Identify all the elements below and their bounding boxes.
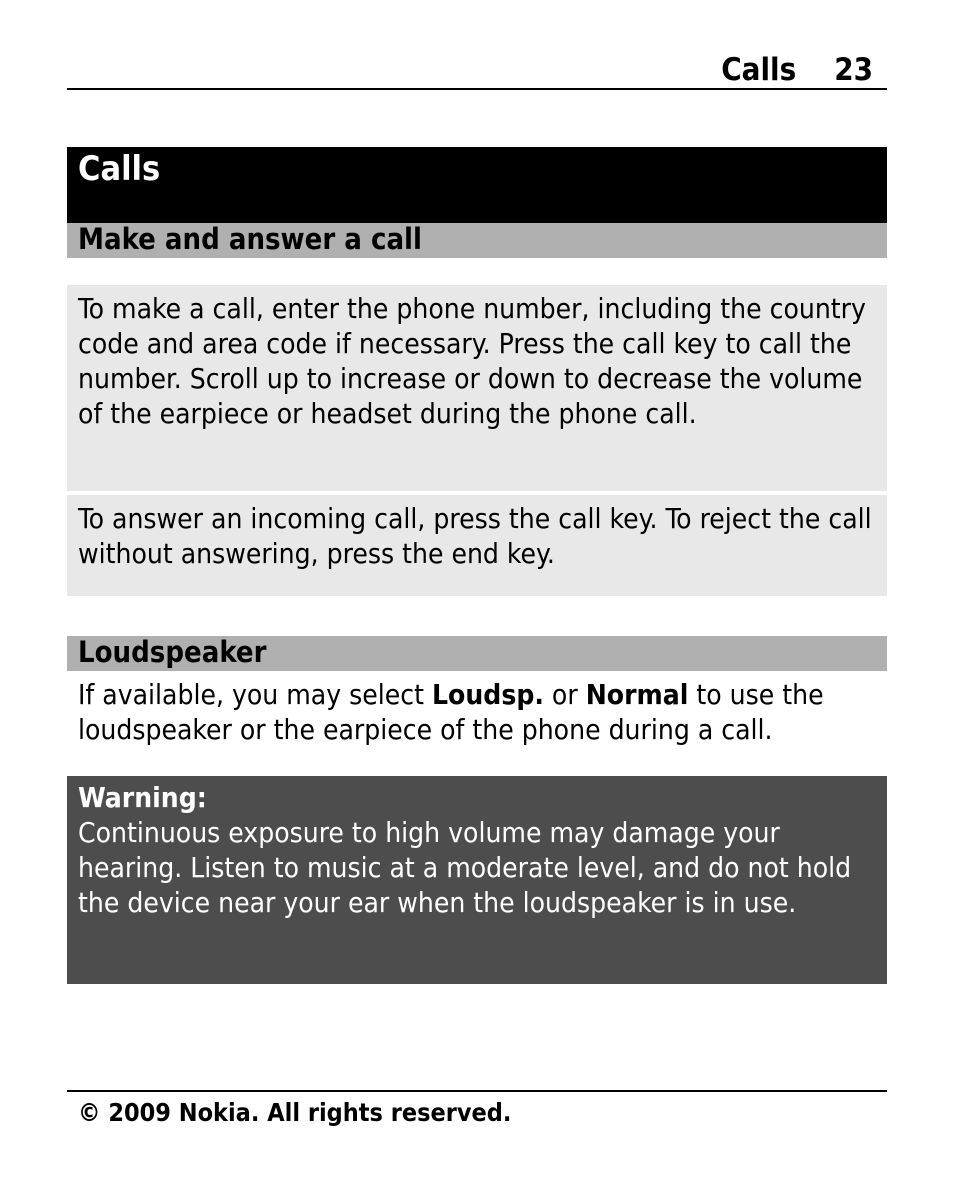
loudspeaker-text-before: If available, you may select [78, 678, 432, 711]
page-footer [67, 1090, 887, 1129]
header-section-title: Calls [721, 52, 797, 88]
page-number: 23 [834, 52, 873, 88]
warning-box [67, 776, 887, 984]
running-header [721, 52, 873, 88]
loudspeaker-text-between: or [543, 678, 586, 711]
option-normal: Normal [585, 678, 689, 711]
paragraph-make-call: To make a call, enter the phone number, including the country code and area code if necessary. Press the call key to call the number. Scroll up to increase or down to decrease the volume of the earpiece or headset during the phone call. [67, 285, 887, 491]
page-header [67, 50, 887, 90]
copyright-notice: © 2009 Nokia. All rights reserved. [78, 1098, 512, 1127]
warning-title: Warning: [78, 781, 207, 814]
paragraph-answer-call: To answer an incoming call, press the call key. To reject the call without answering, press the end key. [67, 495, 887, 596]
option-loudsp: Loudsp. [432, 678, 544, 711]
paragraph-loudspeaker [67, 677, 887, 747]
warning-text: Continuous exposure to high volume may damage your hearing. Listen to music at a moderate level, and do not hold the device near your ear when the loudspeaker is in use. [78, 816, 852, 919]
loudspeaker-text-after: to use the loudspeaker or the earpiece of the phone during a call. [78, 678, 824, 746]
chapter-title: Calls [67, 147, 887, 223]
section-heading-make-and-answer: Make and answer a call [67, 223, 887, 258]
section-heading-loudspeaker: Loudspeaker [67, 636, 887, 671]
